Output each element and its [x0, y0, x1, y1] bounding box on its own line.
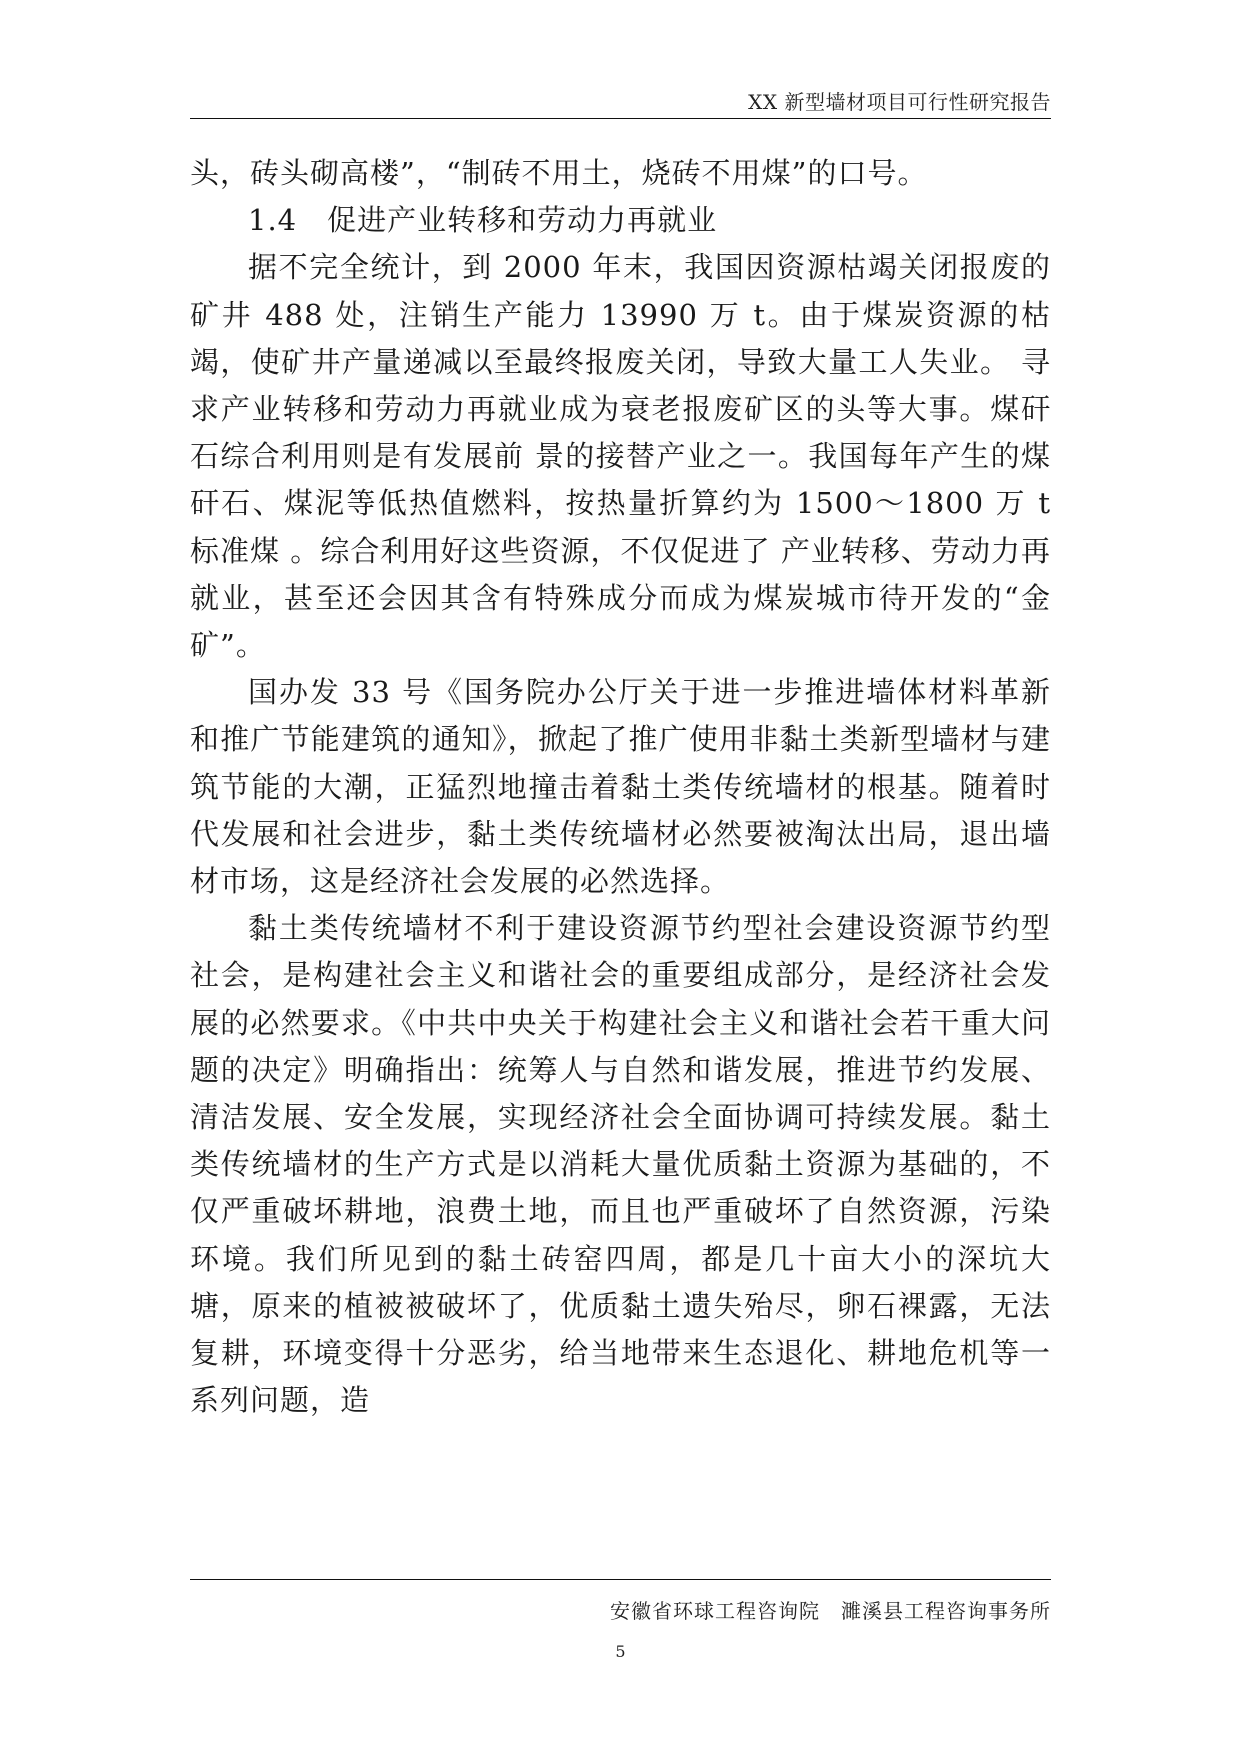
- page-number: 5: [615, 1642, 626, 1661]
- paragraph-continuation: 头，砖头砌高楼”，“制砖不用土，烧砖不用煤”的口号。: [190, 156, 928, 190]
- document-body: [190, 150, 1051, 1424]
- footer-organizations: 安徽省环球工程咨询院 濉溪县工程咨询事务所: [610, 1599, 1051, 1623]
- section-heading: 1.4 促进产业转移和劳动力再就业: [248, 203, 718, 238]
- page-header-title: XX 新型墙材项目可行性研究报告: [748, 90, 1051, 114]
- paragraph: 国办发 33 号《国务院办公厅关于进一步推进墙体材料革新和推广节能建筑的通知》，掀起了推广使用非黏土类新型墙材与建筑节能的大潮，正猛烈地撞击着黏土类传统墙材的根基。随着时代发展和社会进步，黏土类传统墙材必然要被淘汰出局，退出墙材市场，这是经济社会发展的必然选择。: [190, 675, 1051, 899]
- paragraph: 黏土类传统墙材不利于建设资源节约型社会建设资源节约型社会，是构建社会主义和谐社会的重要组成部分，是经济社会发展的必然要求。《中共中央关于构建社会主义和谐社会若干重大问题的决定》明确指出：统筹人与自然和谐发展，推进节约发展、清洁发展、安全发展，实现经济社会全面协调可持续发展。黏土类传统墙材的生产方式是以消耗大量优质黏土资源为基础的，不仅严重破坏耕地，浪费土地，而且也严重破坏了自然资源，污染环境。我们所见到的黏土砖窑四周，都是几十亩大小的深坑大塘，原来的植被被破坏了，优质黏土遗失殆尽，卵石裸露，无法复耕，环境变得十分恶劣，给当地带来生态退化、耕地危机等一系列问题，造: [190, 911, 1051, 1418]
- paragraph: 据不完全统计，到 2000 年末，我国因资源枯竭关闭报废的矿井 488 处，注销生产能力 13990 万 t。由于煤炭资源的枯竭，使矿井产量递减以至最终报废关闭，导致大量工人失业。 寻求产业转移和劳动力再就业成为衰老报废矿区的头等大事。煤矸石综合利用则是有发展前 景的接替产业之一。我国每年产生的煤矸石、煤泥等低热值燃料，按热量折算约为 1500～1800 万 t 标准煤 。综合利用好这些资源，不仅促进了 产业转移、劳动力再就业，甚至还会因其含有特殊成分而成为煤炭城市待开发的“金矿”。: [190, 250, 1051, 663]
- footer-rule: [190, 1579, 1051, 1580]
- header-rule: [190, 118, 1051, 119]
